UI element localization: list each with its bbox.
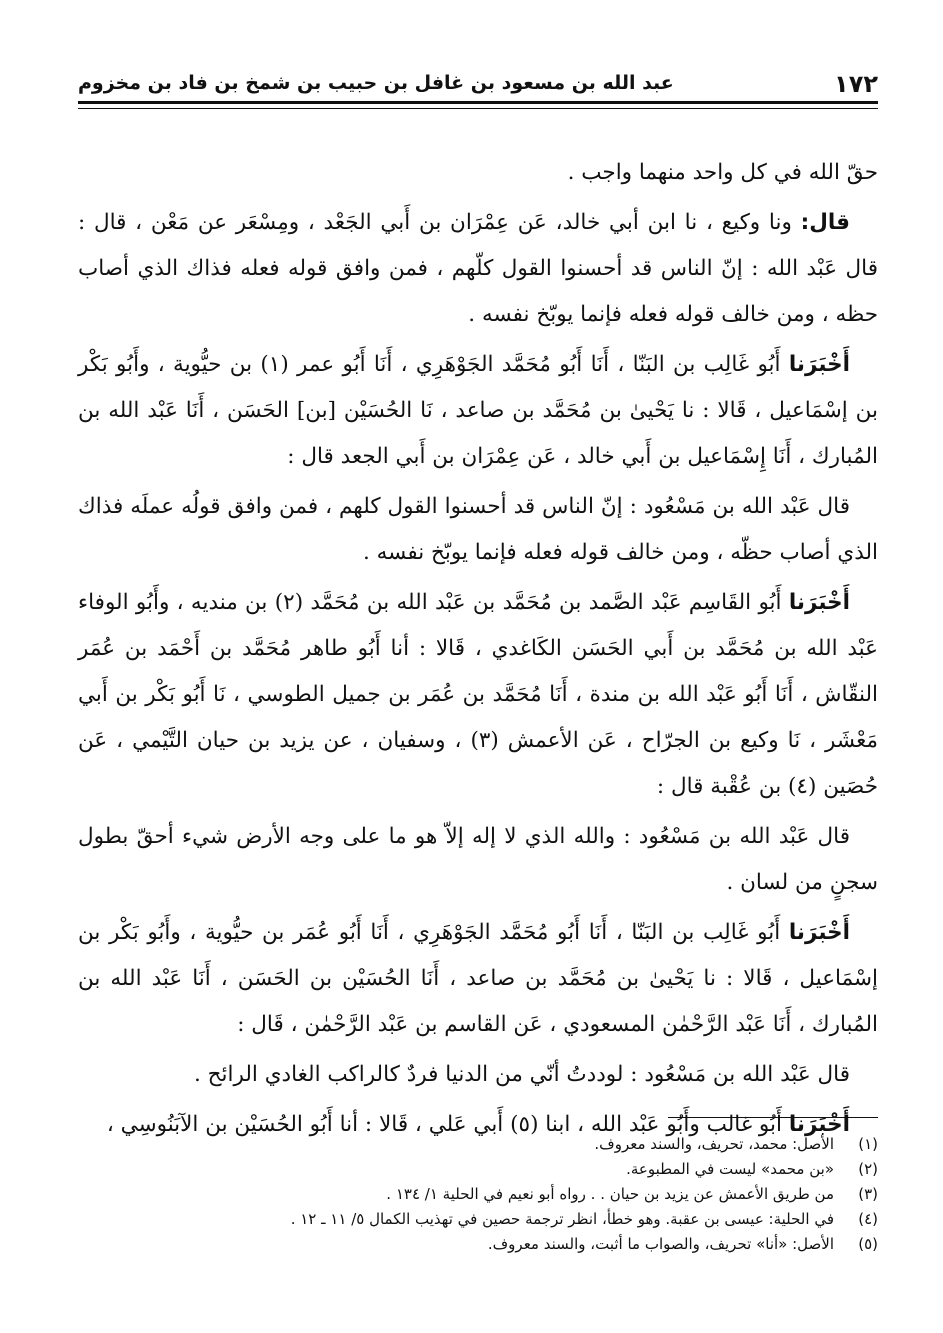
paragraph-7 [78,910,878,1048]
footnote-text: الأصل: «أنا» تحريف، والصواب ما أثبت، والسند معروف. [487,1235,834,1253]
footnote-number: (٣) [858,1185,878,1203]
running-title: عبد الله بن مسعود بن غافل بن حبيب بن شمخ بن فاد بن مخزوم [78,72,674,94]
paragraph-1: حقّ الله في كل واحد منهما واجب . [567,160,878,185]
header-rule-thin [78,108,878,109]
book-page [78,60,878,1253]
paragraph-2-text: ونا وكيع ، نا ابن أبي خالد، عَن عِمْرَان بن أَبي الجَعْد ، ومِسْعَر عن مَعْن ، قال : قال عَبْد الله : إنّ الناس قد أحسنوا القول كلّهم ، فمن وافق قوله فعله فذاك الذي أصاب حظه ، ومن خالف قوله فعله فإنما يوبّخ نفسه . [78,210,878,327]
footnote-text: في الحلية: عيسى بن عقبة. وهو خطأ، انظر ترجمة حصين في تهذيب الكمال ٥/ ١١ ـ ١٢ . [290,1210,834,1228]
page-number: ١٧٢ [834,70,878,98]
paragraph-5 [78,580,878,810]
paragraph-3 [78,342,878,480]
paragraph-3-text: أَبُو غَالِب بن البَنّا ، أَنَا أَبُو مُحَمَّد الجَوْهَرِي ، أَنَا أَبُو عمر (١) بن حيُّوية ، وأَبُو بَكْر بن إسْمَاعيل ، قَالا : نا يَحْيىٰ بن مُحَمَّد بن صاعد ، نَا الحُسَيْن [بن] الحَسَن ، أَنَا عَبْد الله بن المُبارك ، أَنَا إِسْمَاعيل بن أَبي خالد ، عَن عِمْرَان بن أَبي الجعد قال : [78,352,878,469]
paragraph-8: قال عَبْد الله بن مَسْعُود : لوددتُ أنّي من الدنيا فردٌ كالراكب الغادي الرائح . [193,1062,850,1087]
paragraph-6: قال عَبْد الله بن مَسْعُود : والله الذي لا إله إلاّ هو ما على وجه الأرض شيء أحقّ بطول سجنٍ من لسان . [78,824,878,895]
paragraph-2-lead: قال: [800,210,850,235]
footnote-item [78,1182,878,1207]
paragraph-3-lead: أَخْبَرَنا [788,352,850,377]
main-text [78,150,878,1148]
footnote-text: من طريق الأعمش عن يزيد بن حيان . . رواه أبو نعيم في الحلية ١/ ١٣٤ . [386,1185,834,1203]
footnote-item [78,1207,878,1232]
footnote-number: (٥) [858,1235,878,1253]
paragraph-2 [78,200,878,338]
page-header [78,60,878,104]
header-rule [78,101,878,104]
footnote-number: (٢) [858,1160,878,1178]
paragraph-5-text: أَبُو القَاسِم عَبْد الصَّمد بن مُحَمَّد بن عَبْد الله بن مُحَمَّد (٢) بن منديه ، وأَبُو الوفاء عَبْد الله بن مُحَمَّد بن أَبي الحَسَن الكَاغدي ، قَالا : أنا أَبُو طاهر مُحَمَّد بن أَحْمَد بن عُمَر النقّاش ، أَنَا أَبُو عَبْد الله بن مندة ، أَنَا مُحَمَّد بن عُمَر بن جميل الطوسي ، نَا أَبُو بَكْر بن أَبي مَعْشَر ، نَا وكيع بن الجرّاح ، عَن الأعمش (٣) ، وسفيان ، عن يزيد بن حيان التَّيْمي ، عَن حُصَين (٤) بن عُقْبة قال : [78,590,878,799]
paragraph-5-lead: أَخْبَرَنا [788,590,851,615]
paragraph-9-lead: أَخْبَرَنا [788,1112,850,1137]
footnote-number: (٤) [858,1210,878,1228]
footnote-text: «بن محمد» ليست في المطبوعة. [626,1160,834,1178]
footnote-rule [668,1117,878,1118]
paragraph-7-text: أَبُو غَالِب بن البَنّا ، أَنَا أَبُو مُحَمَّد الجَوْهَرِي ، أَنَا أَبُو عُمَر بن حيُّوية ، وأَبُو بَكْر بن إسْمَاعيل ، قَالا : نا يَحْيىٰ بن مُحَمَّد بن صاعد ، أَنَا الحُسَيْن بن الحَسَن ، أَنَا عَبْد الله بن المُبارك ، أَنَا عَبْد الرَّحْمٰن المسعودي ، عَن القاسم بن عَبْد الرَّحْمٰن ، قَال : [78,920,878,1037]
footnote-text: الأصل: محمد، تحريف، والسند معروف. [594,1135,834,1153]
footnote-item [78,1132,878,1157]
footnote-number: (١) [858,1135,878,1153]
paragraph-7-lead: أَخْبَرَنا [788,920,850,945]
paragraph-9-text: أَبُو غالب وأَبُو عَبْد الله ، ابنا (٥) أَبي عَلي ، قَالا : أنا أَبُو الحُسَيْن بن الآبَنُوسِي ، [106,1112,789,1137]
footnote-item [78,1232,878,1257]
footnote-item [78,1157,878,1182]
footnotes [78,1132,878,1257]
paragraph-4: قال عَبْد الله بن مَسْعُود : إنّ الناس قد أحسنوا القول كلهم ، فمن وافق قولُه عملَه فذاك الذي أصاب حظّه ، ومن خالف قوله فعله فإنما يوبّخ نفسه . [78,494,878,565]
